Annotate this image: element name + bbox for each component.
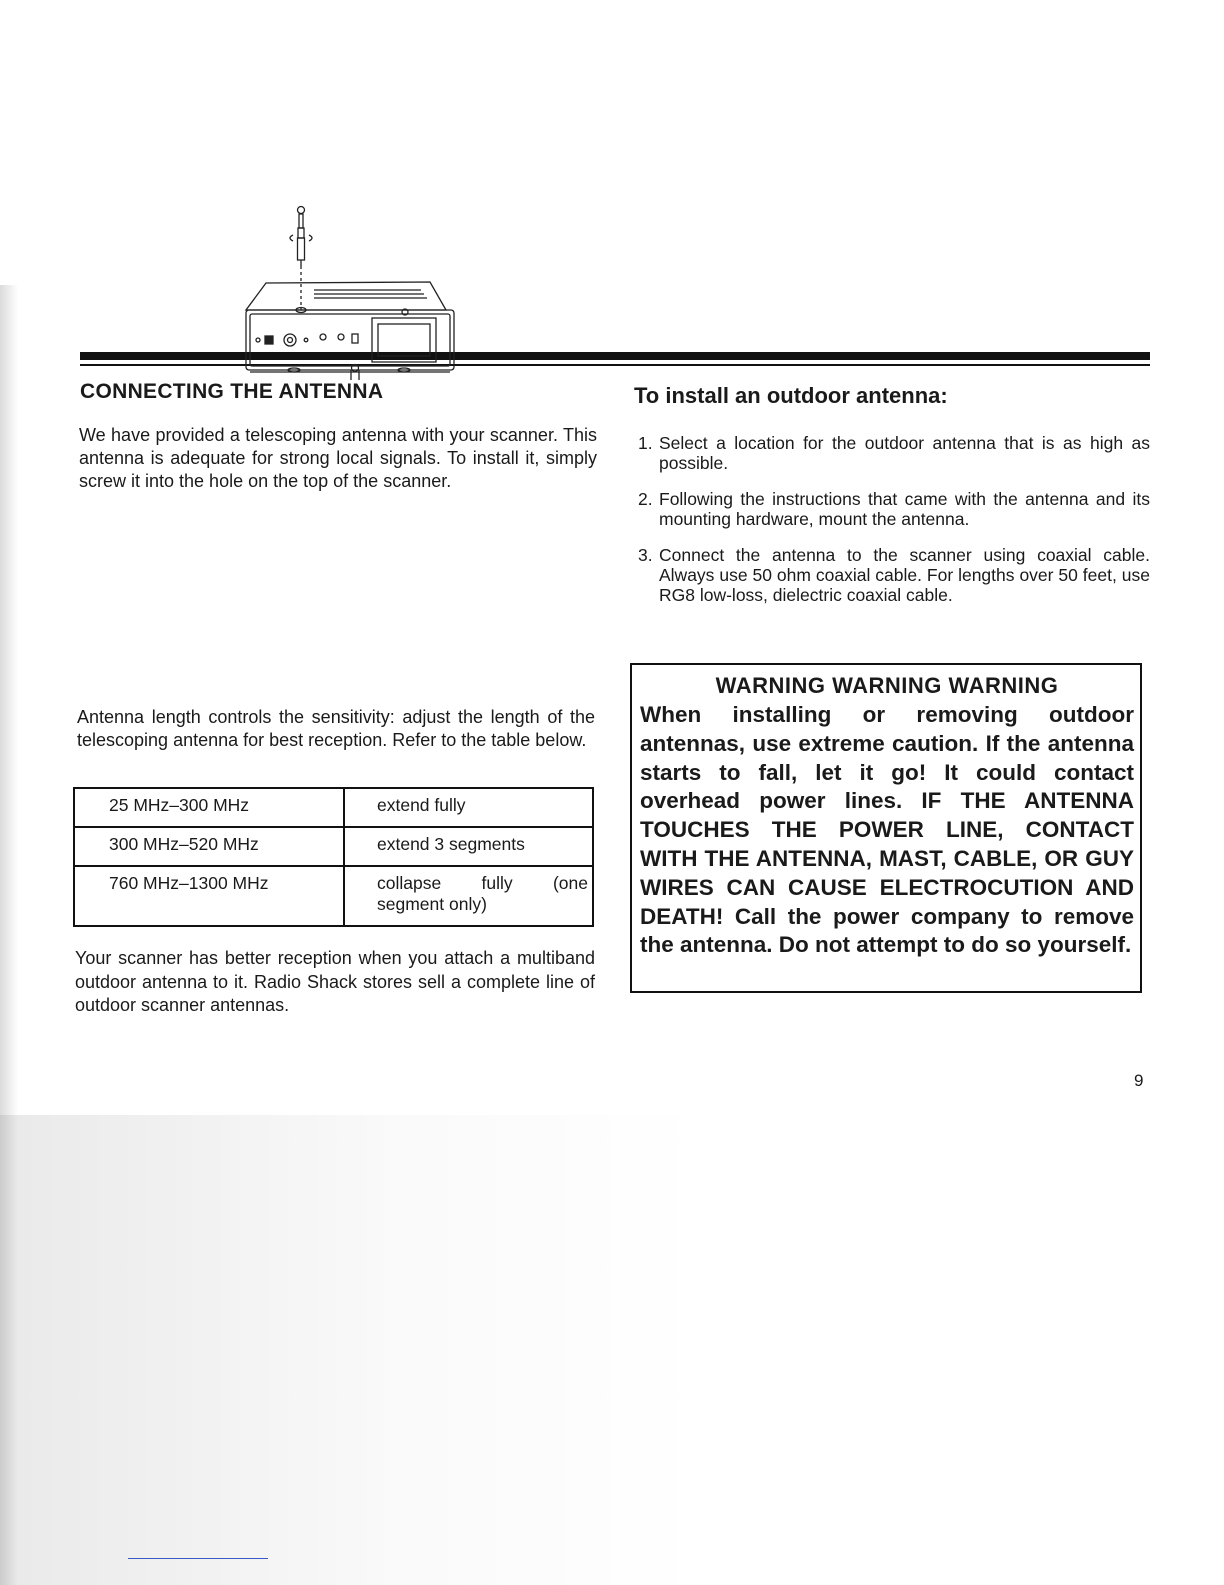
band-cell: 25 MHz–300 MHz <box>74 788 344 827</box>
intro-paragraph: We have provided a telescoping antenna with your scanner. This antenna is adequate for strong local signals. To install it, simply screw it into the hole on the top of the scanner. <box>79 425 597 491</box>
step-number: 3. <box>638 545 653 565</box>
step-number: 1. <box>638 433 653 453</box>
outdoor-antenna-paragraph: Your scanner has better reception when you attach a multiband outdoor antenna to it. Radio Shack stores sell a complete line of outdoor scanner antennas. <box>75 948 595 1015</box>
table-row <box>74 788 593 827</box>
list-item <box>638 433 1150 473</box>
warning-title: WARNING WARNING WARNING <box>715 673 1059 698</box>
header-rule-thin <box>80 364 1150 366</box>
warning-box <box>630 663 1142 993</box>
install-steps-list <box>638 433 1150 621</box>
step-text: Connect the antenna to the scanner using coaxial cable. Always use 50 ohm coaxial cable. For lengths over 50 feet, use RG8 low-loss, dielectric coaxial cable. <box>659 545 1150 605</box>
band-cell: 300 MHz–520 MHz <box>74 827 344 866</box>
step-number: 2. <box>638 489 653 509</box>
step-text: Following the instructions that came with the antenna and its mounting hardware, mount the antenna. <box>659 489 1150 529</box>
setting-cell: extend fully <box>344 788 593 827</box>
sensitivity-paragraph: Antenna length controls the sensitivity: adjust the length of the telescoping antenna for best reception. Refer to the table below. <box>77 707 595 750</box>
scan-artifact-line <box>128 1558 268 1559</box>
band-cell: 760 MHz–1300 MHz <box>74 866 344 926</box>
warning-body: When installing or removing outdoor antennas, use extreme caution. If the antenna starts to fall, let it go! It could contact overhead power lines. IF THE ANTENNA TOUCHES THE POWER LINE, CONTACT WITH THE ANTENNA, MAST, CABLE, OR GUY WIRES CAN CAUSE ELECTROCUTION AND DEATH! Call the power company to remove the antenna. Do not attempt to do so yourself. <box>640 702 1134 958</box>
list-item <box>638 489 1150 529</box>
table-row <box>74 866 593 926</box>
setting-cell: collapse fully (one segment only) <box>344 866 593 926</box>
section-heading: CONNECTING THE ANTENNA <box>80 380 384 403</box>
list-item <box>638 545 1150 605</box>
install-heading: To install an outdoor antenna: <box>634 383 948 408</box>
setting-cell: extend 3 segments <box>344 827 593 866</box>
step-text: Select a location for the outdoor antenna that is as high as possible. <box>659 433 1150 473</box>
page-number: 9 <box>1134 1071 1144 1090</box>
table-row <box>74 827 593 866</box>
scan-shadow <box>0 1115 700 1585</box>
antenna-length-table <box>73 787 594 927</box>
header-rule-thick <box>80 352 1150 360</box>
scanner-front-panel-icon <box>244 308 459 380</box>
